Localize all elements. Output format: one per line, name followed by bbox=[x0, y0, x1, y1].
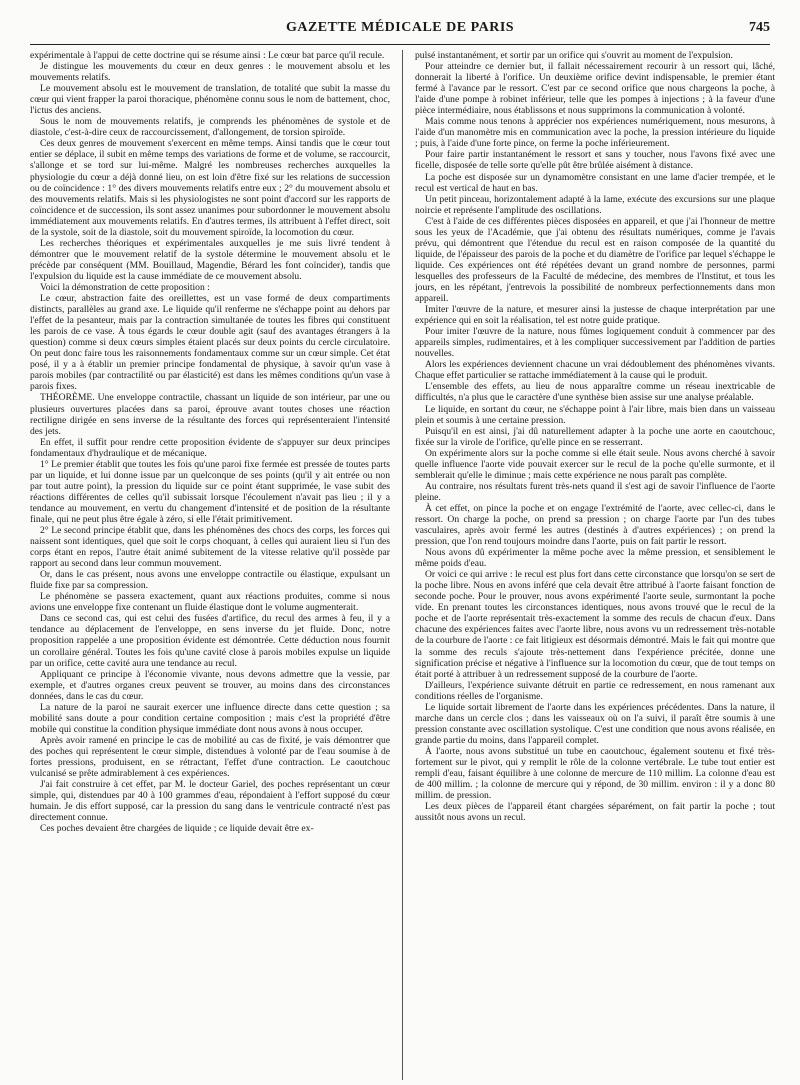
left-column-paragraph: Appliquant ce principe à l'économie vivante, nous devons admettre que la vessie, par exemple, et d'autres organes creux peuvent se trouver, au moins dans des circonstances données, dans le cas du cœur. bbox=[30, 668, 390, 702]
right-column-paragraph: Or voici ce qui arrive : le recul est plus fort dans cette circonstance que lorsqu'on se sert de la poche libre. Nous en avons inféré que cela devait être attribué à l'aorte faisant fonction de seconde poche. Pour le prouver, nous avons expérimenté l'aorte seule, surmontant la poche vide. En prenant toutes les circonstances identiques, nous avons trouvé que le recul de la poche et de l'aorte représentait très-exactement la somme des reculs de chacun d'eux. Dans chacune des expériences faites avec l'aorte libre, nous avons vu un redressement très-notable de la courbure de l'aorte : ce fait litigieux est désormais démontré. Mais le fait qui montre que la somme des reculs s'ajoute très-nettement dans l'expérience précitée, donne une signification précise et négative à l'influence sur la locomotion du cœur, que de tout temps on était porté à attribuer à un redressement supposé de la courbure de l'aorte. bbox=[415, 569, 775, 680]
right-column-paragraph: pulsé instantanément, et sortir par un orifice qui s'ouvrit au moment de l'expulsion. bbox=[415, 50, 733, 61]
right-column-paragraph: Imiter l'œuvre de la nature, et mesurer ainsi la justesse de chaque interprétation par une expérience qui en soit la réalisation, tel est notre guide pratique. bbox=[415, 304, 775, 327]
left-column-paragraph: expérimentale à l'appui de cette doctrine qui se résume ainsi : Le cœur bat parce qu'il recule. bbox=[30, 50, 385, 61]
page-header bbox=[30, 10, 770, 46]
right-column-paragraph: À cet effet, on pince la poche et on engage l'extrémité de l'aorte, avec cellec-ci, dans le ressort. On charge la poche, on prend sa pression ; on charge l'aorte par l'un des tubes vasculaires, après avoir fermé les autres (destinés à d'autres expériences) ; on prend la pression, que l'on rend toujours moindre dans l'aorte, puis on fait partir le ressort. bbox=[415, 502, 775, 548]
left-column bbox=[30, 50, 390, 1080]
right-column-paragraph: D'ailleurs, l'expérience suivante détruit en partie ce redressement, en nous ramenant aux conditions réelles de l'organisme. bbox=[415, 679, 775, 702]
right-column-paragraph: Pour atteindre ce dernier but, il fallait nécessairement recourir à un ressort qui, lâché, donnerait la liberté à l'orifice. Un deuxième orifice devint indispensable, le premier étant fermé à l'avance par le ressort. C'est par ce second orifice que nous chargeons la poche, à l'aide d'une pompe à robinet inférieur, telle que les pompes à injections ; à la faveur d'une pièce intermédiaire, nous établissons et nous supprimons la communication à volonté. bbox=[415, 61, 775, 117]
left-column-paragraph: Dans ce second cas, qui est celui des fusées d'artifice, du recul des armes à feu, il y a tendance au déplacement de l'enveloppe, en sens inverse du jet fluide. Donc, notre proposition rappelée a une proposition évidente est démontrée. Cette déduction nous fournit un corollaire général. Toutes les fois qu'une cavité close à parois mobiles expulse un liquide par un orifice, cette cavité aura une tendance au recul. bbox=[30, 613, 390, 669]
left-column-paragraph: Les recherches théoriques et expérimentales auxquelles je me suis livré tendent à démontrer que le mouvement relatif de la systole détermine le mouvement absolu et le précède par conséquent (MM. Bouillaud, Magendie, Bérard les font coïncider), tandis que l'expulsion du liquide est la cause immédiate de ce mouvement absolu. bbox=[30, 237, 390, 282]
right-column-paragraph: Les deux pièces de l'appareil étant chargées séparément, on fait partir la poche ; tout aussitôt nous avons un recul. bbox=[415, 801, 775, 824]
left-column-paragraph: Le phénomène se passera exactement, quant aux réactions produites, comme si nous avions une enveloppe fixe contenant un fluide élastique dont le volume augmenterait. bbox=[30, 591, 390, 614]
journal-title: GAZETTE MÉDICALE DE PARIS bbox=[285, 20, 515, 35]
left-column-paragraph: 2° Le second principe établit que, dans les phénomènes des chocs des corps, les forces qui naissent sont identiques, quel que soit le corps choquant, à celles qui auraient lieu si l'un des corps étant en repos, l'autre était animé subitement de la vitesse relative qu'il possède par rapport au second dans leur commun mouvement. bbox=[30, 525, 390, 570]
left-column-paragraph: Le cœur, abstraction faite des oreillettes, est un vase formé de deux compartiments distincts, parallèles au grand axe. Le liquide qu'il renferme ne s'échappe point au dehors par l'effet de la pesanteur, mais par la contraction simultanée de toutes les fibres qui constituent les parois de ce vase. À tous égards le cœur double agit (sauf des avantages étrangers à la question) comme si deux cœurs simples étaient placés sur deux points du cercle circulatoire. On peut donc faire tous les raisonnements fondamentaux comme sur un cœur simple. Cet état posé, il y a à établir un premier principe fondamental de physique, à savoir qu'un vase à parois mobiles (par contractilité ou par élasticité) est dans les mêmes conditions qu'un vase à parois fixes. bbox=[30, 293, 390, 393]
left-column-paragraph: Or, dans le cas présent, nous avons une enveloppe contractile ou élastique, expulsant un fluide fixe par sa compression. bbox=[30, 569, 390, 592]
right-column-paragraph: Puisqu'il en est ainsi, j'ai dû naturellement adapter à la poche une aorte en caoutchouc, fixée sur la virole de l'orifice, qu'elle pince en se resserrant. bbox=[415, 425, 775, 448]
right-column-paragraph: Le liquide sortait librement de l'aorte dans les expériences précédentes. Dans la nature, il marche dans un cercle clos ; dans les vaisseaux où on l'a suivi, il paraît être soumis à une pression constante avec oscillation systolique. C'est une condition que nous avons réalisée, en grande partie du moins, dans l'appareil complet. bbox=[415, 701, 775, 746]
left-column-paragraph: J'ai fait construire à cet effet, par M. le docteur Gariel, des poches représentant un cœur simple, qui, distendues par 40 à 100 grammes d'eau, répondaient à l'effort supposé du cœur humain. Je dis effort supposé, car la pression du sang dans le ventricule contracté n'est pas directement connue. bbox=[30, 779, 390, 824]
right-column bbox=[415, 50, 775, 1080]
right-column-paragraph: Le liquide, en sortant du cœur, ne s'échappe point à l'air libre, mais bien dans un vaisseau plein et soumis à une certaine pression. bbox=[415, 403, 775, 426]
right-column-paragraph: C'est à l'aide de ces différentes pièces disposées en appareil, et que j'ai l'honneur de mettre sous les yeux de l'Académie, que j'ai obtenu des résultats numériques, comme je l'avais prévu, qui démontrent que l'étendue du recul est en raison composée de la quantité du liquide, de l'épaisseur des parois de la poche et du diamètre de l'orifice par lequel s'échappe le liquide. Ces expériences ont été répétées devant un grand nombre de personnes, parmi lesquelles des professeurs de la Faculté de médecine, des membres de l'Institut, et tous les jours, en les répétant, j'entrevois la possibilité de nombreux perfectionnements dans mon appareil. bbox=[415, 215, 775, 305]
header-rule bbox=[30, 44, 770, 45]
right-column-paragraph: À l'aorte, nous avons substitué un tube en caoutchouc, également soutenu et fixé très-fortement sur le pivot, qui y remplit le rôle de la colonne vertébrale. Le tube tout entier est rempli d'eau, faisant équilibre à une colonne de mercure de 110 millim. La colonne d'eau est de 400 millim. ; la colonne de mercure qui y répond, de 30 millim. environ : il y a donc 80 millim. de pression. bbox=[415, 745, 775, 802]
left-column-paragraph: En effet, il suffit pour rendre cette proposition évidente de s'appuyer sur deux principes fondamentaux d'hydraulique et de mécanique. bbox=[30, 436, 390, 459]
left-column-paragraph: Je distingue les mouvements du cœur en deux genres : le mouvement absolu et les mouvements relatifs. bbox=[30, 61, 390, 84]
text-columns bbox=[30, 50, 775, 1080]
left-column-paragraph: Sous le nom de mouvements relatifs, je comprends les phénomènes de systole et de diastole, c'est-à-dire ceux de raccourcissement, d'allongement, de torsion spiroïde. bbox=[30, 116, 390, 139]
left-column-paragraph: 1° Le premier établit que toutes les fois qu'une paroi fixe fermée est pressée de toutes parts par un liquide, et lui donne issue par un quelconque de ses points (qu'il y ait entrée ou non par tout autre point), la pression du liquide sur ce point étant supprimée, le vase subit des réactions différentes de celles qu'il subissait lorsque l'écoulement n'avait pas lieu ; il y a tendance au mouvement, en vertu du changement d'intensité et de position de la résultante finale, qui ne peut plus être égale à zéro, si elle l'était primitivement. bbox=[30, 458, 390, 525]
left-column-paragraph: Ces poches devaient être chargées de liquide ; ce liquide devait être ex- bbox=[40, 823, 314, 835]
right-column-paragraph: On expérimente alors sur la poche comme si elle était seule. Nous avons cherché à savoir quelle influence l'aorte vide pouvait exercer sur le recul de la poche qu'elle surmonte, et il semblerait qu'elle le diminue ; mais cette expérience ne nous paraît pas complète. bbox=[415, 447, 775, 481]
left-column-paragraph: Ces deux genres de mouvement s'exercent en même temps. Ainsi tandis que le cœur tout entier se déplace, il subit en même temps des variations de forme et de volume, se raccourcit, s'allonge et se tord sur lui-même. Malgré les nombreuses recherches auxquelles la physiologie du cœur a déjà donné lieu, on est loin d'être fixé sur les relations de succession ou de coïncidence : 1° des divers mouvements relatifs entre eux ; 2° du mouvement absolu et des mouvements relatifs. Mais si les physiologistes ne sont point d'accord sur les rapports de coïncidence et de succession, ils sont assez unanimes pour subordonner le mouvement absolu immédiatement aux mouvements relatifs. En d'autres termes, ils attribuent à l'effet direct, soit de la systole, soit de la diastole, soit du mouvement spiroïde, la locomotion du cœur. bbox=[30, 138, 390, 238]
left-column-paragraph: Voici la démonstration de cette proposition : bbox=[40, 281, 210, 293]
left-column-paragraph: La nature de la paroi ne saurait exercer une influence directe dans cette question ; sa mobilité sans doute a pour condition certaine composition ; mais c'est la propriété d'être mobile qui constitue la condition physique immédiate dont nous avons à nous occuper. bbox=[30, 701, 390, 735]
column-divider bbox=[402, 50, 403, 1080]
right-column-paragraph: Pour imiter l'œuvre de la nature, nous fûmes logiquement conduit à commencer par des appareils simples, rudimentaires, et à les compliquer successivement par l'addition de parties nouvelles. bbox=[415, 326, 775, 360]
left-column-paragraph: Après avoir ramené en principe le cas de mobilité au cas de fixité, je vais démontrer que des poches qui représentent le cœur simple, distendues à volonté par de l'eau soumise à de fortes pressions, produisent, en se rétractant, l'effet d'une contraction. Le caoutchouc vulcanisé se prête admirablement à ces expériences. bbox=[30, 734, 390, 780]
right-column-paragraph: Mais comme nous tenons à apprécier nos expériences numériquement, nous mesurons, à l'aide d'un manomètre mis en communication avec la poche, la pression intérieure du liquide ; puis, à l'aide d'une forte pince, on ferme la poche inférieurement. bbox=[415, 116, 775, 150]
right-column-paragraph: Alors les expériences deviennent chacune un vrai dédoublement des phénomènes vivants. Chaque effet particulier se rattache immédiatement à la cause qui le produit. bbox=[415, 359, 775, 382]
page-number: 745 bbox=[749, 20, 770, 35]
right-column-paragraph: Au contraire, nos résultats furent très-nets quand il s'est agi de savoir l'influence de l'aorte pleine. bbox=[415, 480, 775, 503]
left-column-paragraph: THÉORÈME. Une enveloppe contractile, chassant un liquide de son intérieur, par une ou plusieurs ouvertures placées dans sa paroi, éprouve avant toutes choses une réaction rectiligne dirigée en sens inverse de la résultante des forces qui représenteraient l'intensité des jets. bbox=[30, 392, 390, 437]
right-column-paragraph: La poche est disposée sur un dynamomètre consistant en une lame d'acier trempée, et le recul est vertical de haut en bas. bbox=[415, 171, 775, 194]
right-column-paragraph: Un petit pinceau, horizontalement adapté à la lame, exécute des excursions sur une plaque noircie et représente l'amplitude des oscillations. bbox=[415, 193, 775, 216]
left-column-paragraph: Le mouvement absolu est le mouvement de translation, de totalité que subit la masse du cœur qui vient frapper la paroi thoracique, phénomène connu sous le nom de battement, choc, l'ictus des anciens. bbox=[30, 83, 390, 117]
right-column-paragraph: Pour faire partir instantanément le ressort et sans y toucher, nous l'avons fixé avec une ficelle, disposée de telle sorte qu'elle pût être brûlée aisément à distance. bbox=[415, 149, 775, 172]
right-column-paragraph: L'ensemble des effets, au lieu de nous apparaître comme un réseau inextricable de difficultés, n'a plus que le caractère d'une synthèse bien assise sur une analyse préalable. bbox=[415, 381, 775, 404]
right-column-paragraph: Nous avons dû expérimenter la même poche avec la même pression, et sensiblement le même poids d'eau. bbox=[415, 547, 775, 570]
